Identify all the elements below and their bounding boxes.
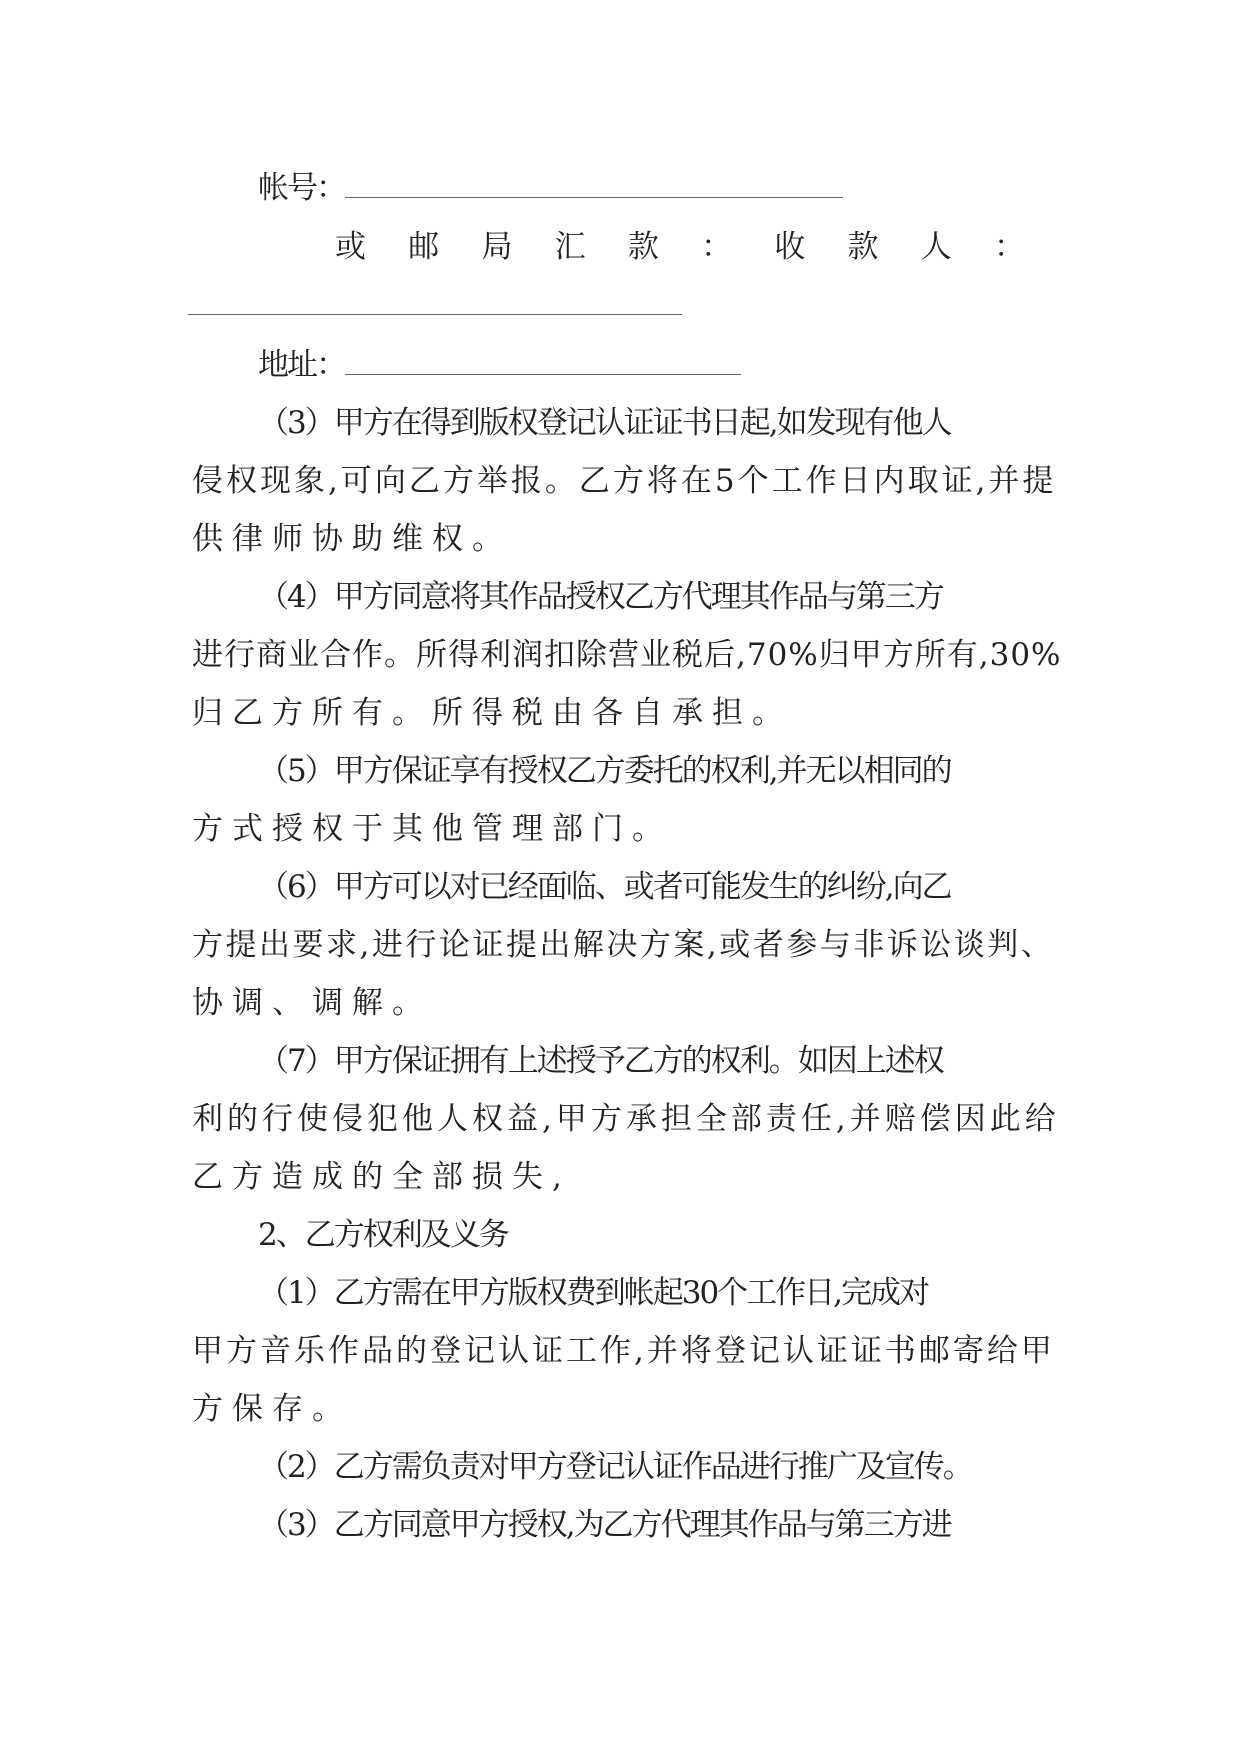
- body-line: 供律师协助维权。: [192, 521, 512, 557]
- body-line: 甲方音乐作品的登记认证工作,并将登记认证证书邮寄给甲: [192, 1333, 1055, 1369]
- body-line: 方提出要求,进行论证提出解决方案,或者参与非诉讼谈判、: [192, 927, 1055, 963]
- postal-char: 汇: [554, 229, 586, 265]
- account-label: 帐号：: [258, 170, 345, 206]
- body-line: 利的行使侵犯他人权益,甲方承担全部责任,并赔偿因此给: [192, 1101, 1060, 1137]
- postal-remittance-line: [335, 227, 1025, 267]
- postal-char: 局: [481, 229, 513, 265]
- postal-char: 或: [335, 229, 366, 265]
- body-line: （3）乙方同意甲方授权,为乙方代理其作品与第三方进: [258, 1507, 951, 1543]
- body-line: 方式授权于其他管理部门。: [192, 811, 672, 847]
- body-line: 归乙方所有。所得税由各自承担。: [192, 695, 792, 731]
- body-line: 乙方造成的全部损失,: [192, 1159, 571, 1195]
- body-line: （5）甲方保证享有授权乙方委托的权利,并无以相同的: [258, 753, 951, 789]
- body-line: （6）甲方可以对已经面临、或者可能发生的纠纷,向乙: [258, 869, 951, 905]
- postal-char: 款: [627, 229, 659, 265]
- body-line: （2）乙方需负责对甲方登记认证作品进行推广及宣传。: [258, 1449, 972, 1485]
- account-line: [258, 168, 1128, 208]
- account-blank: [345, 169, 843, 198]
- body-line: （7）甲方保证拥有上述授予乙方的权利。如因上述权: [258, 1043, 943, 1079]
- body-line: （4）甲方同意将其作品授权乙方代理其作品与第三方: [258, 579, 943, 615]
- postal-char: 收: [774, 229, 806, 265]
- body-line: （3）甲方在得到版权登记认证证书日起,如发现有他人: [258, 405, 951, 441]
- payee-blank: [188, 314, 682, 315]
- address-label: 地址：: [258, 347, 345, 383]
- postal-char: 人: [920, 229, 952, 265]
- body-line: 方保存。: [192, 1391, 352, 1427]
- section-heading: 2、乙方权利及义务: [258, 1217, 508, 1253]
- address-blank: [345, 346, 741, 375]
- body-line: 协调、调解。: [192, 985, 432, 1021]
- postal-char: ：: [701, 229, 733, 265]
- postal-char: ：: [993, 229, 1025, 265]
- address-line: [258, 345, 1128, 385]
- postal-char: 邮: [408, 229, 440, 265]
- body-line: 进行商业合作。所得利润扣除营业税后,70%归甲方所有,30%: [192, 637, 1062, 673]
- body-line: 侵权现象,可向乙方举报。乙方将在5个工作日内取证,并提: [192, 463, 1057, 499]
- postal-char: 款: [847, 229, 879, 265]
- body-line: （1）乙方需在甲方版权费到帐起30个工作日,完成对: [258, 1275, 929, 1311]
